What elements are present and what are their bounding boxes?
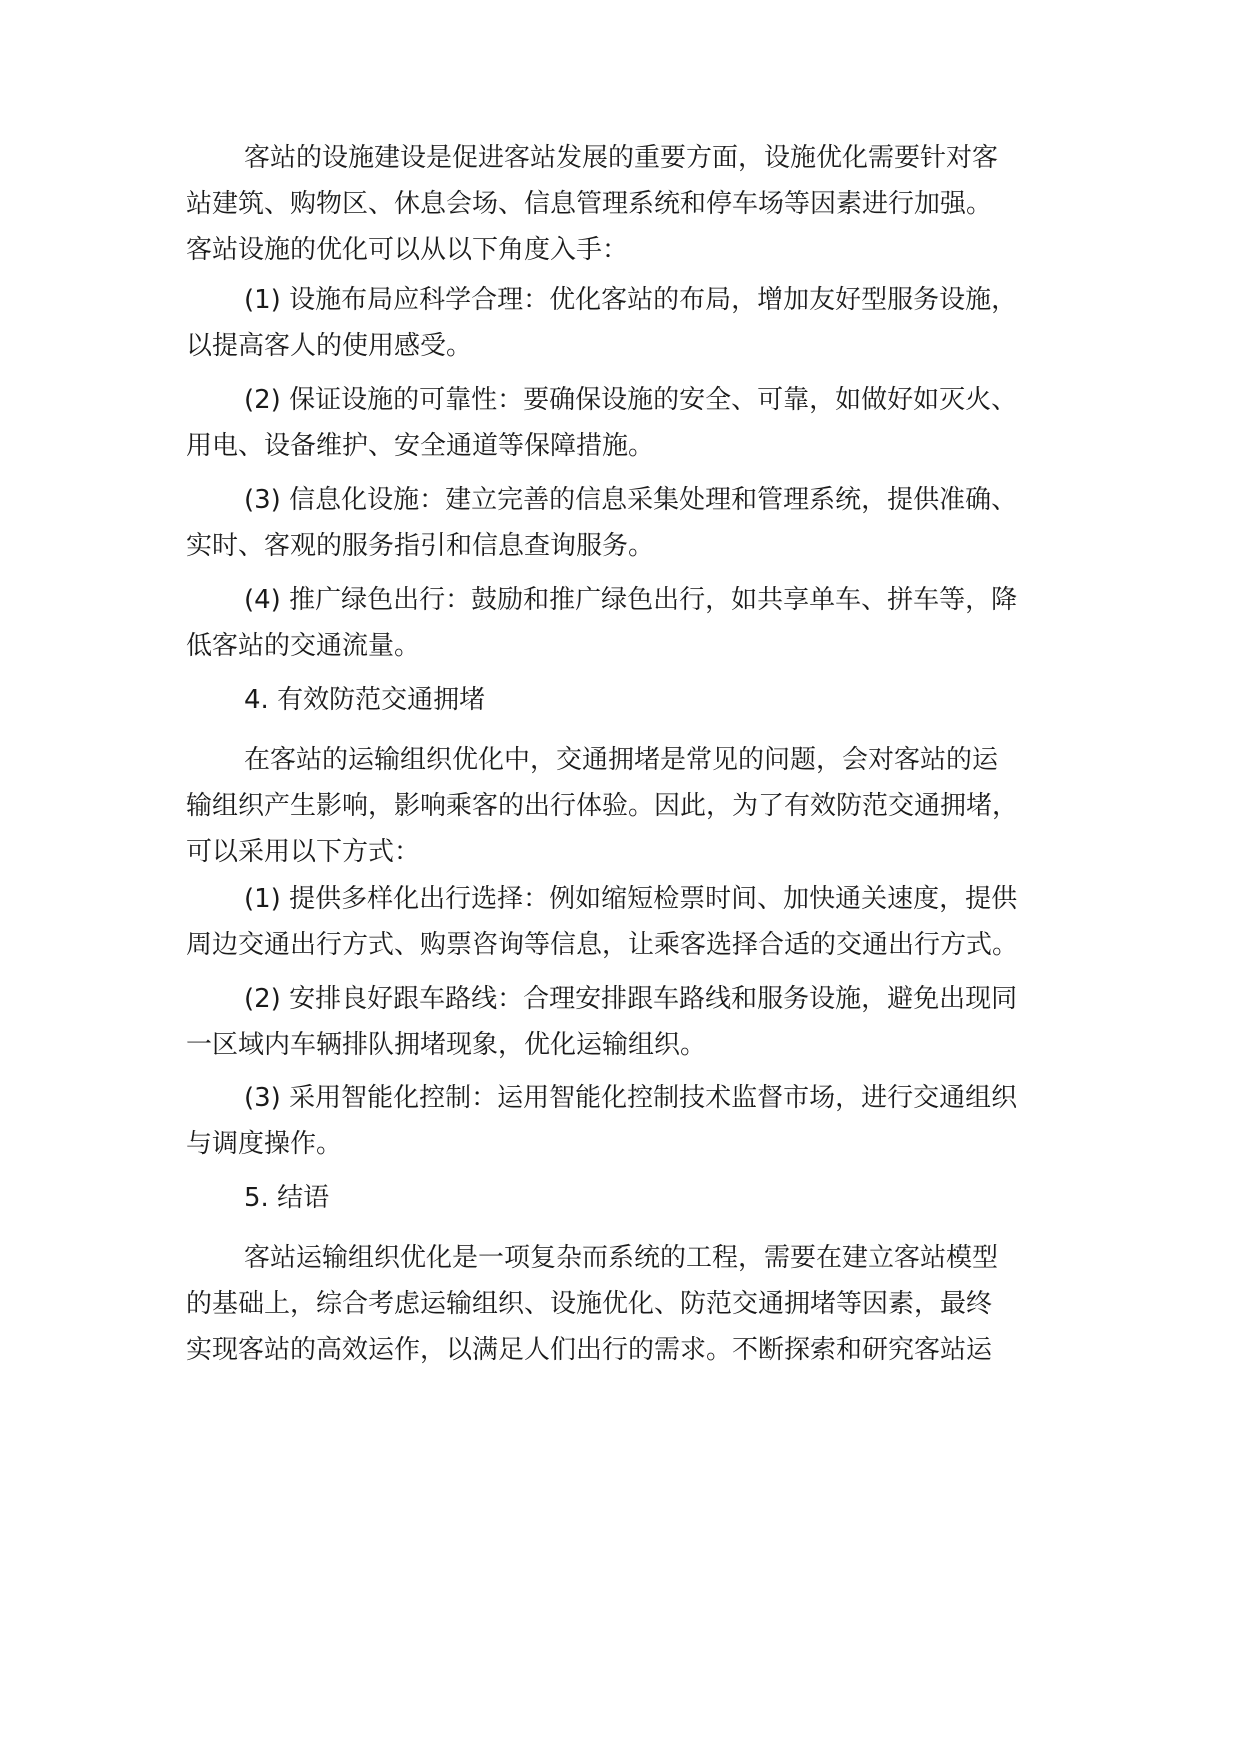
text-line: 在客站的运输组织优化中，交通拥堵是常见的问题，会对客站的运: [244, 745, 999, 775]
text-line: 用电、设备维护、安全通道等保障措施。: [186, 431, 655, 461]
section-heading: 5. 结语: [244, 1183, 330, 1213]
text-line: 的基础上，综合考虑运输组织、设施优化、防范交通拥堵等因素，最终: [186, 1289, 993, 1319]
section-heading-5: [186, 1175, 1066, 1221]
text-line: 客站的设施建设是促进客站发展的重要方面，设施优化需要针对客: [244, 143, 999, 173]
paragraph-congestion-item-1: [186, 876, 1066, 968]
text-line: 输组织产生影响，影响乘客的出行体验。因此，为了有效防范交通拥堵，: [186, 791, 1019, 821]
text-line: 以提高客人的使用感受。: [186, 331, 473, 361]
text-line: (1) 设施布局应科学合理：优化客站的布局，增加友好型服务设施，: [244, 285, 1018, 315]
paragraph-congestion-intro: [186, 737, 1066, 875]
text-line: 与调度操作。: [186, 1129, 343, 1159]
text-line: (4) 推广绿色出行：鼓励和推广绿色出行，如共享单车、拼车等，降: [244, 585, 1018, 615]
paragraph-facility-intro: [186, 135, 1066, 273]
text-line: (2) 安排良好跟车路线：合理安排跟车路线和服务设施，避免出现同: [244, 984, 1018, 1014]
section-heading: 4. 有效防范交通拥堵: [244, 685, 486, 715]
paragraph-congestion-item-3: [186, 1075, 1066, 1167]
text-line: 低客站的交通流量。: [186, 631, 421, 661]
section-heading-4: [186, 677, 1066, 723]
paragraph-facility-item-3: [186, 477, 1066, 569]
text-line: 实现客站的高效运作，以满足人们出行的需求。不断探索和研究客站运: [186, 1335, 993, 1365]
text-line: 客站运输组织优化是一项复杂而系统的工程，需要在建立客站模型: [244, 1243, 999, 1273]
paragraph-conclusion: [186, 1235, 1066, 1373]
text-line: 一区域内车辆排队拥堵现象，优化运输组织。: [186, 1030, 707, 1060]
paragraph-facility-item-1: [186, 277, 1066, 369]
text-line: (3) 信息化设施：建立完善的信息采集处理和管理系统，提供准确、: [244, 485, 1018, 515]
text-line: (3) 采用智能化控制：运用智能化控制技术监督市场，进行交通组织: [244, 1083, 1018, 1113]
text-line: 客站设施的优化可以从以下角度入手：: [186, 235, 629, 265]
text-line: 周边交通出行方式、购票咨询等信息，让乘客选择合适的交通出行方式。: [186, 930, 1019, 960]
text-line: (1) 提供多样化出行选择：例如缩短检票时间、加快通关速度，提供: [244, 884, 1018, 914]
paragraph-congestion-item-2: [186, 976, 1066, 1068]
paragraph-facility-item-2: [186, 377, 1066, 469]
text-line: 可以采用以下方式：: [186, 837, 421, 867]
text-line: 站建筑、购物区、休息会场、信息管理系统和停车场等因素进行加强。: [186, 189, 993, 219]
text-line: 实时、客观的服务指引和信息查询服务。: [186, 531, 655, 561]
text-line: (2) 保证设施的可靠性：要确保设施的安全、可靠，如做好如灭火、: [244, 385, 1018, 415]
paragraph-facility-item-4: [186, 577, 1066, 669]
